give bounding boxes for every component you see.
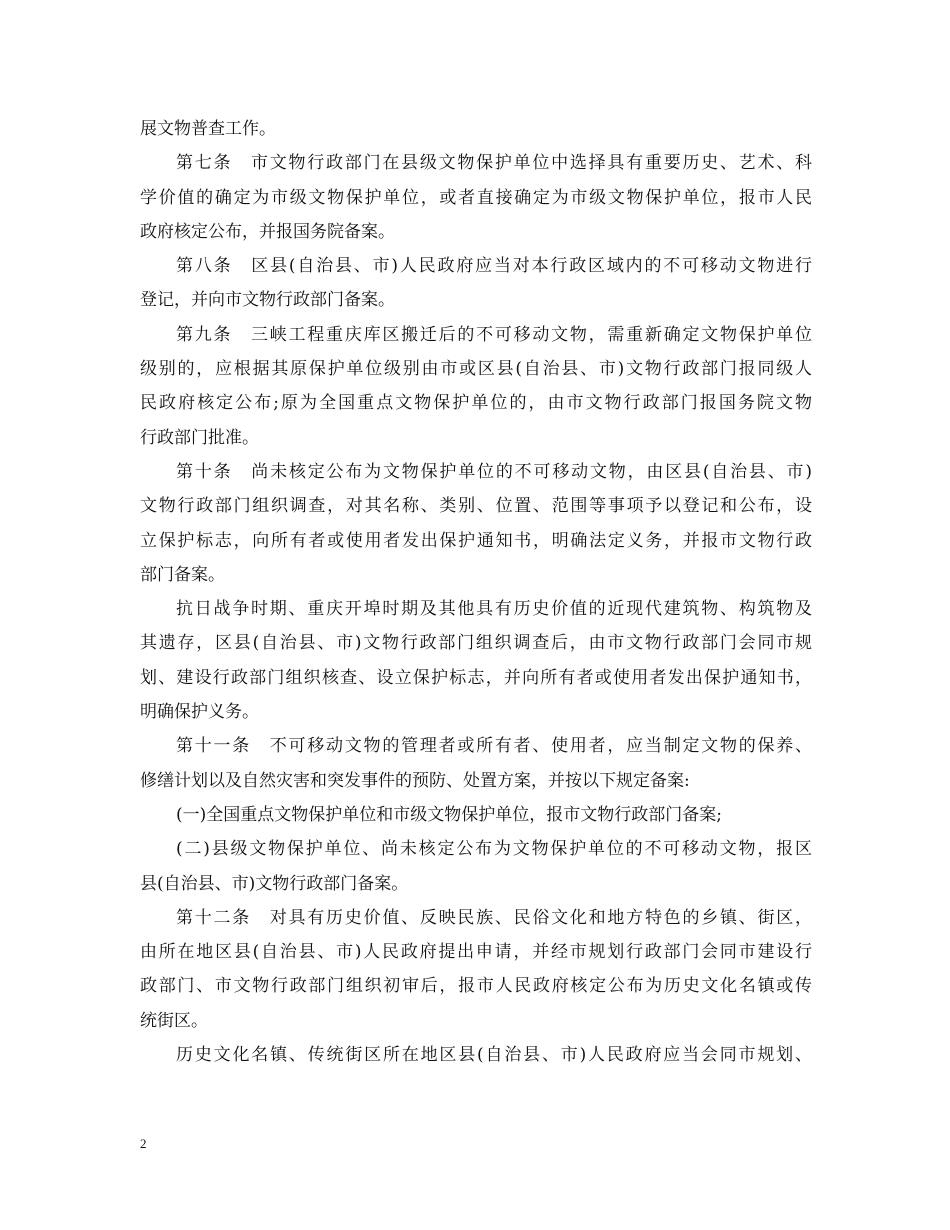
text-line: 级别的，应根据其原保护单位级别由市或区县(自治县、市)文物行政部门报同级人 <box>140 359 812 380</box>
text-line: 行政部门批准。 <box>140 427 259 448</box>
text-line: 第九条 三峡工程重庆库区搬迁后的不可移动文物，需重新确定文物保护单位 <box>176 324 812 345</box>
document-body <box>140 112 812 1072</box>
text-line: 历史文化名镇、传统街区所在地区县(自治县、市)人民政府应当会同市规划、 <box>176 1045 812 1066</box>
text-line: 民政府核定公布;原为全国重点文物保护单位的，由市文物行政部门报国务院文物 <box>140 393 812 414</box>
text-line: 第十一条 不可移动文物的管理者或所有者、使用者，应当制定文物的保养、 <box>176 736 812 757</box>
text-line: 第八条 区县(自治县、市)人民政府应当对本行政区域内的不可移动文物进行 <box>176 256 812 277</box>
text-line: 由所在地区县(自治县、市)人民政府提出申请，并经市规划行政部门会同市建设行 <box>140 942 812 963</box>
text-line: 政部门、市文物行政部门组织初审后，报市人民政府核定公布为历史文化名镇或传 <box>140 976 812 997</box>
text-line: 修缮计划以及自然灾害和突发事件的预防、处置方案，并按以下规定备案: <box>140 770 690 791</box>
text-line: 立保护标志，向所有者或使用者发出保护通知书，明确法定义务，并报市文物行政 <box>140 530 812 551</box>
text-line: 抗日战争时期、重庆开埠时期及其他具有历史价值的近现代建筑物、构筑物及 <box>176 599 812 620</box>
text-line: 登记，并向市文物行政部门备案。 <box>140 290 395 311</box>
text-line: 统街区。 <box>140 1010 208 1031</box>
text-line: 其遗存，区县(自治县、市)文物行政部门组织调查后，由市文物行政部门会同市规 <box>140 633 812 654</box>
text-line: 学价值的确定为市级文物保护单位，或者直接确定为市级文物保护单位，报市人民 <box>140 187 812 208</box>
text-line: 县(自治县、市)文物行政部门备案。 <box>140 873 409 894</box>
text-line: 划、建设行政部门组织核查、设立保护标志，并向所有者或使用者发出保护通知书， <box>140 667 812 688</box>
text-line: 明确保护义务。 <box>140 702 259 723</box>
text-line: (二)县级文物保护单位、尚未核定公布为文物保护单位的不可移动文物，报区 <box>176 839 812 860</box>
page-number: 2 <box>140 1136 147 1151</box>
text-line: (一)全国重点文物保护单位和市级文物保护单位，报市文物行政部门备案; <box>176 804 722 825</box>
text-line: 展文物普查工作。 <box>140 119 276 139</box>
text-line: 第十条 尚未核定公布为文物保护单位的不可移动文物，由区县(自治县、市) <box>176 461 812 482</box>
text-line: 第七条 市文物行政部门在县级文物保护单位中选择具有重要历史、艺术、科 <box>176 153 812 174</box>
text-line: 政府核定公布，并报国务院备案。 <box>140 221 395 242</box>
text-line: 第十二条 对具有历史价值、反映民族、民俗文化和地方特色的乡镇、街区， <box>176 907 812 928</box>
text-line: 文物行政部门组织调查，对其名称、类别、位置、范围等事项予以登记和公布，设 <box>140 496 812 517</box>
text-line: 部门备案。 <box>140 564 225 585</box>
